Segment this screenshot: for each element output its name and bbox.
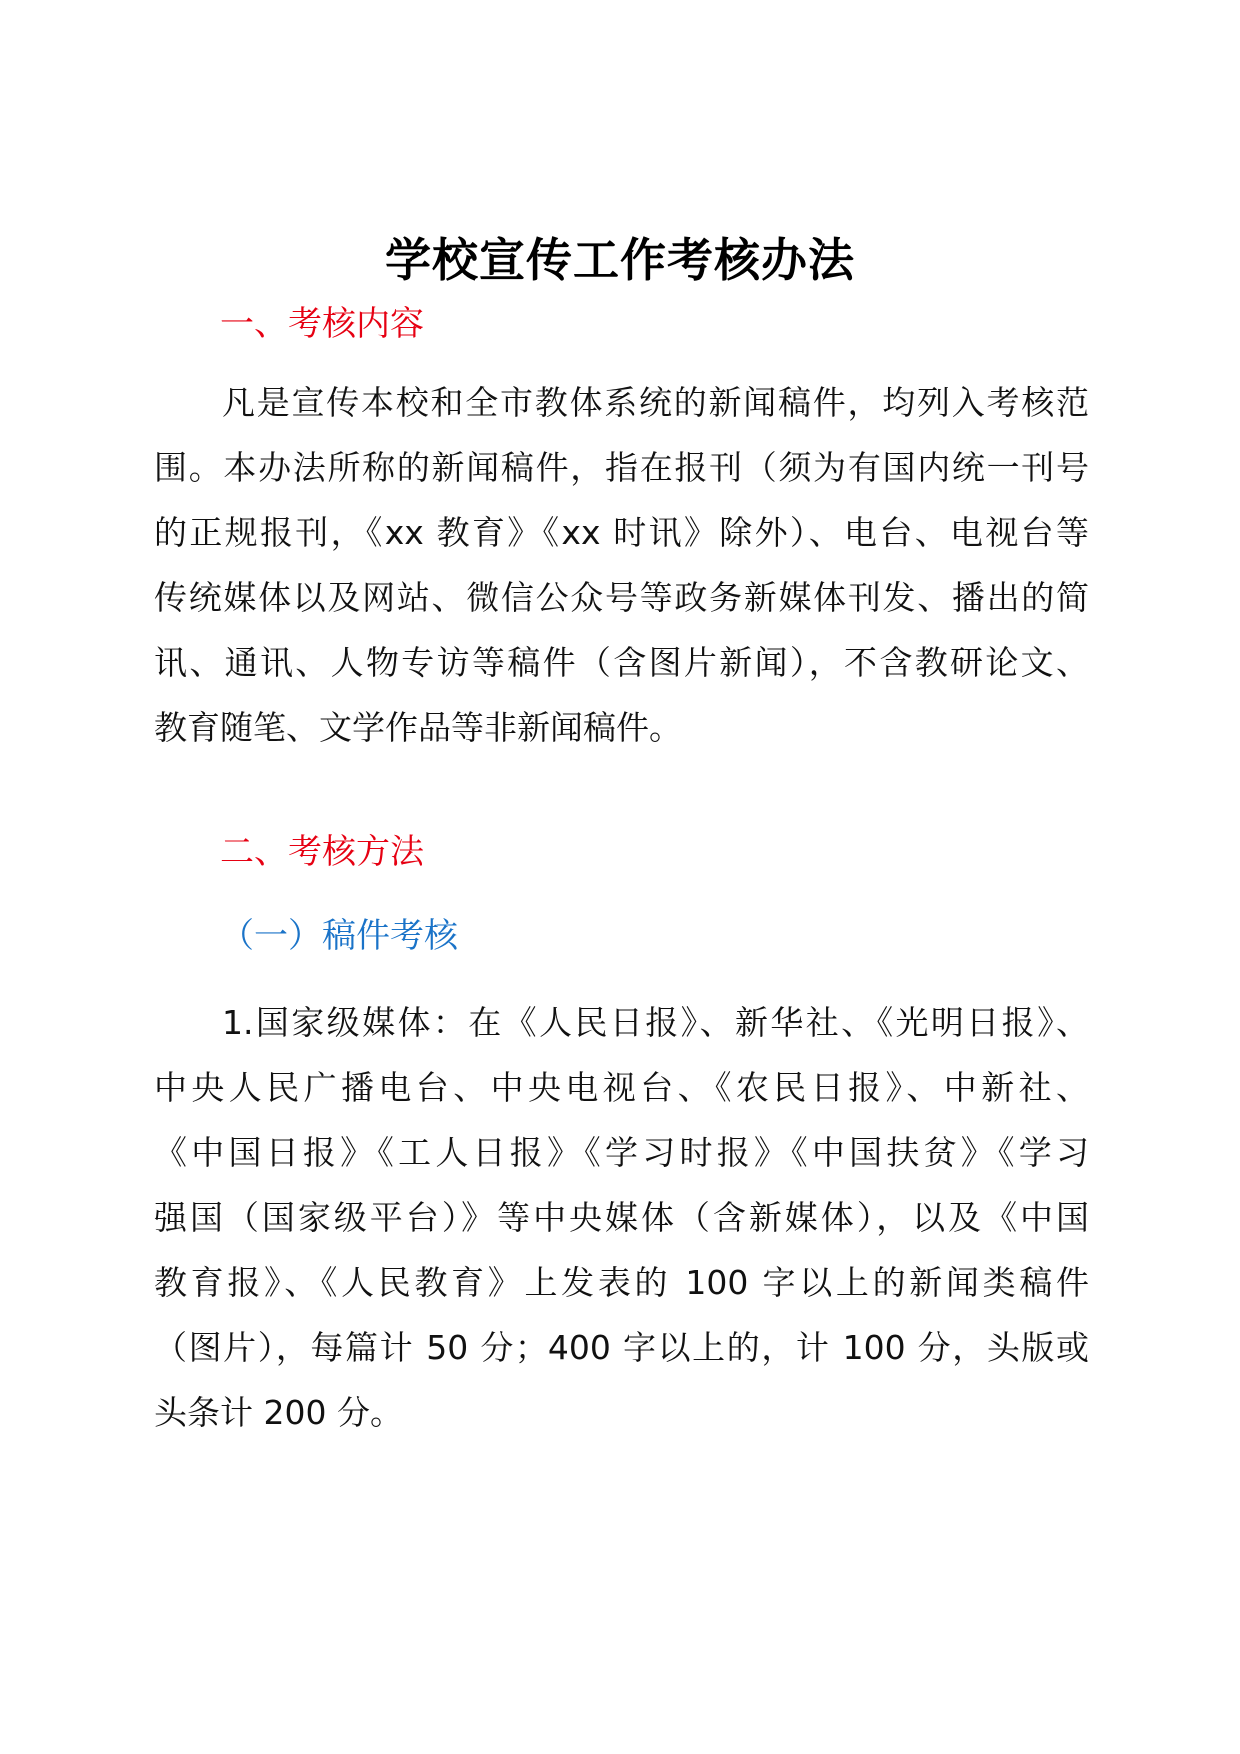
paragraph-line: 的正规报刊，《xx 教育》《xx 时讯》除外）、电台、电视台等 xyxy=(154,513,1089,552)
paragraph-line: 强国（国家级平台）》等中央媒体（含新媒体），以及《中国 xyxy=(154,1198,1089,1237)
section-method-paragraph xyxy=(154,990,1089,1445)
paragraph-line: 教育报》、《人民教育》上发表的 100 字以上的新闻类稿件 xyxy=(154,1263,1089,1302)
paragraph-line: 《中国日报》《工人日报》《学习时报》《中国扶贫》《学习 xyxy=(154,1133,1089,1172)
subsection-heading-manuscript: （一）稿件考核 xyxy=(220,916,458,956)
document-title: 学校宣传工作考核办法 xyxy=(385,233,855,287)
paragraph-line: （图片），每篇计 50 分；400 字以上的，计 100 分，头版或 xyxy=(154,1328,1089,1367)
paragraph-line: 教育随笔、文学作品等非新闻稿件。 xyxy=(154,708,682,747)
paragraph-line: 围。本办法所称的新闻稿件，指在报刊（须为有国内统一刊号 xyxy=(154,448,1089,487)
paragraph-line: 头条计 200 分。 xyxy=(154,1393,403,1432)
section-content-paragraph xyxy=(154,370,1089,760)
section-heading-method: 二、考核方法 xyxy=(220,832,424,872)
paragraph-line: 中央人民广播电台、中央电视台、《农民日报》、中新社、 xyxy=(154,1068,1089,1107)
section-heading-content: 一、考核内容 xyxy=(220,304,424,344)
paragraph-line: 凡是宣传本校和全市教体系统的新闻稿件，均列入考核范 xyxy=(222,383,1089,422)
paragraph-line: 讯、通讯、人物专访等稿件（含图片新闻），不含教研论文、 xyxy=(154,643,1089,682)
paragraph-line: 传统媒体以及网站、微信公众号等政务新媒体刊发、播出的简 xyxy=(154,578,1089,617)
paragraph-line: 1.国家级媒体：在《人民日报》、新华社、《光明日报》、 xyxy=(222,1003,1089,1042)
